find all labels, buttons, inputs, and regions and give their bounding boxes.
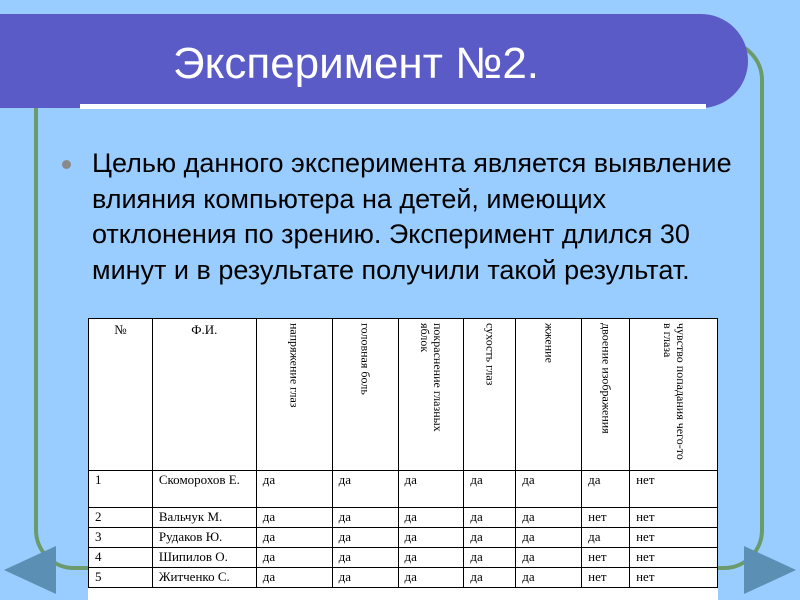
header-dry-eyes-text: сухость глаз — [483, 323, 498, 386]
cell-value: да — [398, 568, 464, 588]
header-burning-text: жжение — [542, 323, 557, 363]
cell-number: 2 — [89, 508, 153, 528]
cell-value: да — [332, 508, 398, 528]
cell-value: да — [398, 508, 464, 528]
cell-value: да — [464, 568, 516, 588]
header-number: № — [89, 319, 153, 471]
cell-value: да — [516, 471, 582, 508]
cell-number: 4 — [89, 548, 153, 568]
cell-value: да — [516, 548, 582, 568]
cell-value: да — [256, 471, 332, 508]
cell-name: Вальчук М. — [152, 508, 256, 528]
slide-title: Эксперимент №2. — [173, 39, 540, 88]
header-burning — [516, 319, 582, 471]
header-eye-strain — [256, 319, 332, 471]
cell-value: да — [332, 471, 398, 508]
header-foreign-body — [630, 319, 718, 471]
cell-number: 5 — [89, 568, 153, 588]
header-double-vision — [582, 319, 630, 471]
cell-value: нет — [630, 508, 718, 528]
next-slide-arrow-icon[interactable] — [744, 546, 796, 594]
cell-value: нет — [630, 528, 718, 548]
results-table — [88, 318, 718, 588]
header-double-vision-text: двоение изображения — [599, 323, 614, 434]
cell-value: да — [582, 471, 630, 508]
table-row — [89, 548, 718, 568]
cell-name: Шипилов О. — [152, 548, 256, 568]
cell-value: да — [516, 508, 582, 528]
cell-number: 3 — [89, 528, 153, 548]
cell-value: да — [516, 568, 582, 588]
table-row — [89, 471, 718, 508]
cell-value: да — [256, 568, 332, 588]
table-header-row — [89, 319, 718, 471]
cell-value: да — [516, 528, 582, 548]
title-underline — [80, 104, 706, 109]
cell-value: да — [332, 568, 398, 588]
header-eye-redness — [398, 319, 464, 471]
table-row — [89, 568, 718, 588]
cell-value: да — [256, 548, 332, 568]
cell-value: да — [256, 528, 332, 548]
results-table-container — [88, 318, 718, 600]
header-headache-text: головная боль — [358, 323, 373, 395]
cell-value: да — [582, 528, 630, 548]
cell-value: да — [398, 471, 464, 508]
table-row — [89, 528, 718, 548]
previous-slide-arrow-icon[interactable] — [4, 546, 56, 594]
header-foreign-body-text: чувство попадания чего-то в глаза — [660, 323, 688, 460]
header-headache — [332, 319, 398, 471]
cell-value: нет — [630, 568, 718, 588]
table-row — [89, 508, 718, 528]
slide-body-text: Целью данного эксперимента является выявление влияния компьютера на детей, имеющих отклонения по зрению. Эксперимент длился 30 минут и в результате получили такой результат. — [92, 148, 732, 285]
cell-value: да — [398, 528, 464, 548]
cell-value: да — [398, 548, 464, 568]
header-eye-redness-text: покраснение глазных яблок — [417, 323, 445, 432]
header-dry-eyes — [464, 319, 516, 471]
cell-value: да — [464, 548, 516, 568]
cell-value: да — [464, 528, 516, 548]
cell-name: Житченко С. — [152, 568, 256, 588]
cell-value: да — [464, 471, 516, 508]
cell-value: нет — [582, 548, 630, 568]
cell-value: да — [332, 548, 398, 568]
cell-value: нет — [582, 568, 630, 588]
cell-value: да — [256, 508, 332, 528]
bullet-icon — [62, 160, 71, 169]
cell-name: Скоморохов Е. — [152, 471, 256, 508]
header-name: Ф.И. — [152, 319, 256, 471]
cell-number: 1 — [89, 471, 153, 508]
cell-value: нет — [630, 548, 718, 568]
cell-value: нет — [582, 508, 630, 528]
cell-value: да — [332, 528, 398, 548]
cell-value: да — [464, 508, 516, 528]
cell-value: нет — [630, 471, 718, 508]
header-eye-strain-text: напряжение глаз — [287, 323, 302, 408]
cell-name: Рудаков Ю. — [152, 528, 256, 548]
